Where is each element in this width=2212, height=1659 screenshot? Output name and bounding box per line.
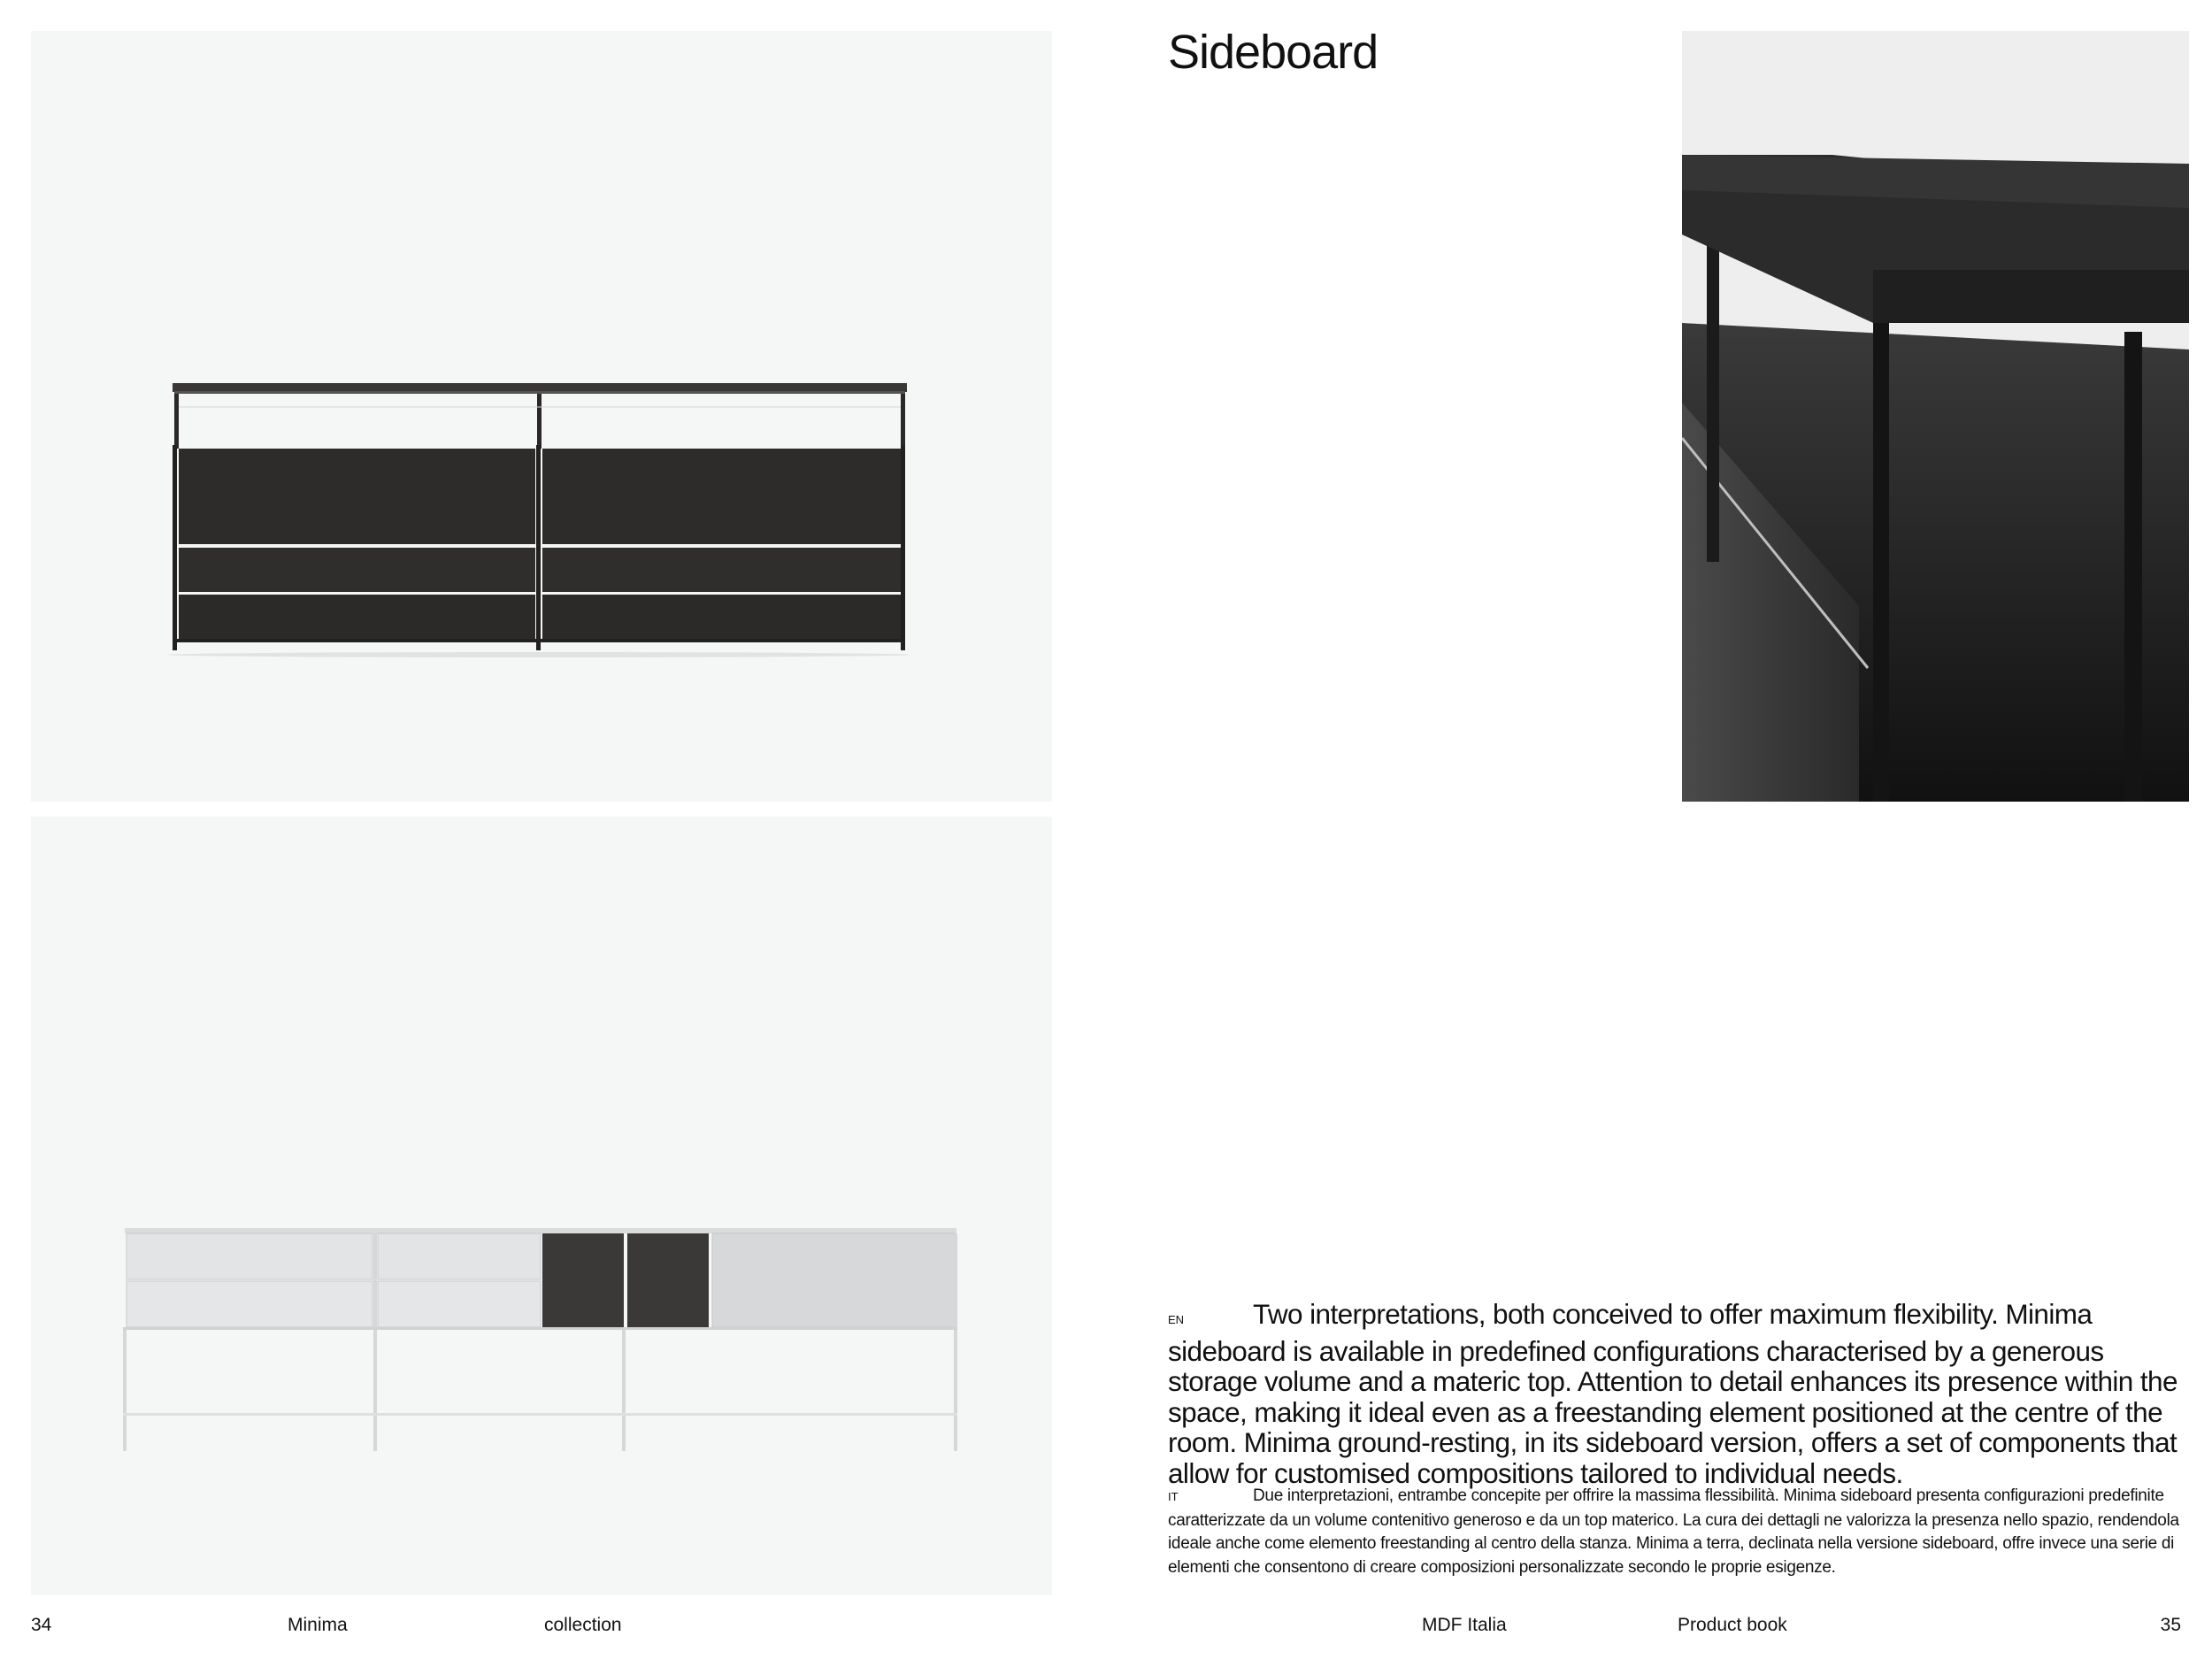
language-tag-it: IT	[1168, 1490, 1179, 1503]
footer-book: Product book	[1678, 1615, 1787, 1635]
footer-product-name: Minima	[288, 1615, 348, 1635]
sideboard-detail-illustration	[1682, 31, 2189, 802]
body-text-it-content: Due interpretazioni, entrambe concepite per offrire la massima flessibilità. Minima sideboard presenta configurazioni predefinite caratterizzate da un volume contenitivo generoso e da un top materico. La cura dei dettagli ne valorizza la presenza nello spazio, rendendola ideale anche come elemento freestanding al centro della stanza. Minima a terra, declinata nella versione sideboard, offre invece una serie di elementi che consentono di creare composizioni personalizzate secondo le proprie esigenze.	[1168, 1486, 2179, 1577]
language-tag-en: EN	[1168, 1313, 1185, 1326]
white-sideboard-illustration	[31, 817, 1052, 1595]
footer-collection: collection	[544, 1615, 622, 1635]
body-text-en-content: Two interpretations, both conceived to offer maximum flexibility. Minima sideboard is available in predefined configurations characterised by a generous storage volume and a materic top. Attention to detail enhances its presence within the space, making it ideal even as a freestanding element positioned at the centre of the room. Minima ground-resting, in its sideboard version, offers a set of components that allow for customised compositions tailored to individual needs.	[1168, 1298, 2177, 1489]
photo-white-sideboard	[31, 817, 1052, 1595]
photo-dark-sideboard	[31, 31, 1052, 802]
footer-company: MDF Italia	[1422, 1615, 1507, 1635]
page-number-left: 34	[31, 1615, 52, 1635]
body-text-en	[1168, 1299, 2185, 1488]
body-text-it	[1168, 1485, 2185, 1579]
dark-sideboard-illustration	[31, 31, 1052, 802]
page-number-right: 35	[2160, 1615, 2181, 1635]
photo-sideboard-detail	[1682, 31, 2189, 802]
page-title: Sideboard	[1168, 26, 1379, 79]
